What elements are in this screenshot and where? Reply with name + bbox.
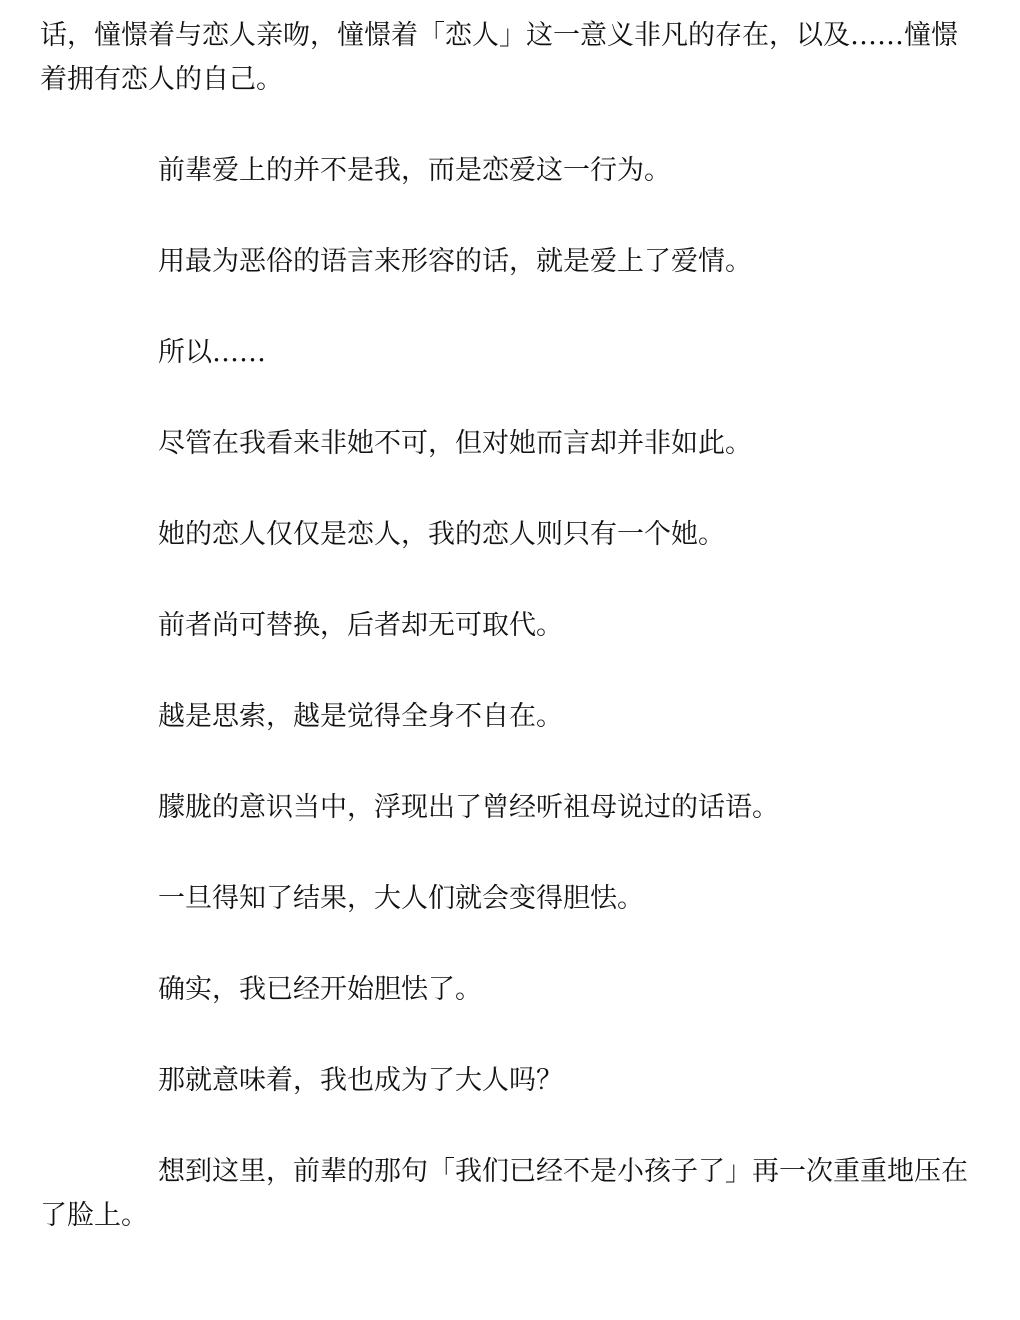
paragraph: 确实，我已经开始胆怯了。 — [158, 974, 482, 1005]
paragraph: 一旦得知了结果，大人们就会变得胆怯。 — [158, 883, 644, 914]
paragraph: 那就意味着，我也成为了大人吗？ — [158, 1065, 563, 1096]
paragraph: 前者尚可替换，后者却无可取代。 — [158, 610, 563, 641]
paragraph: 她的恋人仅仅是恋人，我的恋人则只有一个她。 — [158, 519, 725, 550]
paragraph-gap — [40, 739, 984, 786]
paragraph: 所以…… — [158, 337, 266, 368]
paragraph: 话，憧憬着与恋人亲吻，憧憬着「恋人」这一意义非凡的存在，以及……憧憬着拥有恋人的自己。 — [40, 20, 958, 95]
paragraph-gap — [40, 375, 984, 422]
paragraph: 越是思索，越是觉得全身不自在。 — [158, 701, 563, 732]
paragraph-gap — [40, 1012, 984, 1059]
paragraph-gap — [40, 1103, 984, 1150]
paragraph-gap — [40, 557, 984, 604]
paragraph-gap — [40, 102, 984, 149]
paragraph-gap — [40, 830, 984, 877]
paragraph-gap — [40, 648, 984, 695]
paragraph-gap — [40, 193, 984, 240]
document-page — [40, 14, 984, 1238]
paragraph: 朦胧的意识当中，浮现出了曾经听祖母说过的话语。 — [158, 792, 779, 823]
paragraph-gap — [40, 284, 984, 331]
paragraph: 前辈爱上的并不是我，而是恋爱这一行为。 — [158, 155, 671, 186]
paragraph: 想到这里，前辈的那句「我们已经不是小孩子了」再一次重重地压在了脸上。 — [40, 1156, 968, 1231]
paragraph-gap — [40, 466, 984, 513]
paragraph-gap — [40, 921, 984, 968]
paragraph: 用最为恶俗的语言来形容的话，就是爱上了爱情。 — [158, 246, 752, 277]
paragraph: 尽管在我看来非她不可，但对她而言却并非如此。 — [158, 428, 752, 459]
